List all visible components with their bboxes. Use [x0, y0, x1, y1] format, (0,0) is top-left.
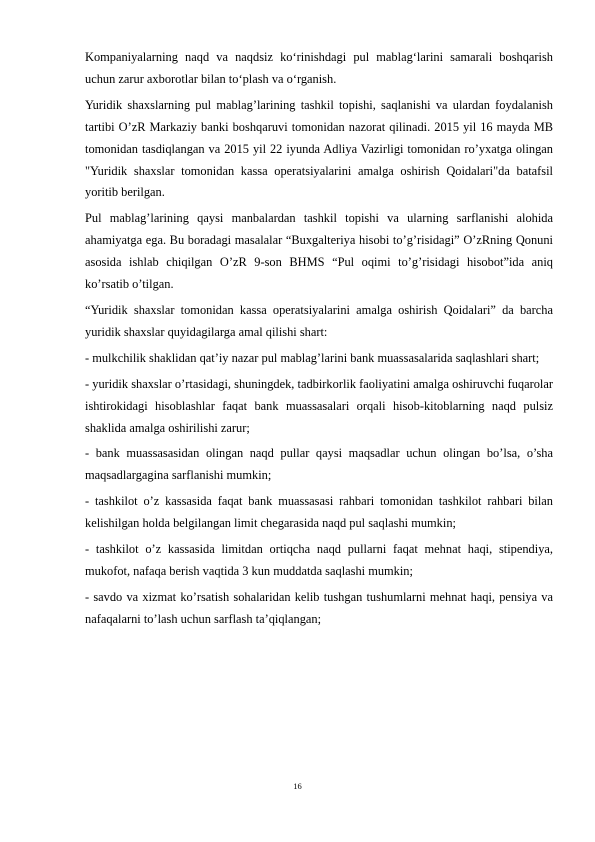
list-item-4: - tashkilot o’z kassasida faqat bank muassasasi rahbari tomonidan tashkilot rahbari bilan kelishilgan holda belgilangan limit chegarasida naqd pul saqlashi mumkin; [85, 494, 553, 531]
body-text [85, 47, 553, 635]
paragraph-2: Yuridik shaxslarning pul mablag’larining tashkil topishi, saqlanishi va ulardan foydalanish tartibi O’zR Markaziy banki boshqaruvi tomonidan nazorat qilinadi. 2015 yil 16 mayda MB tomonidan tasdiqlangan va 2015 yil 22 iyunda Adliya Vazirligi tomonidan ro’yxatga olingan "Yuridik shaxslar tomonidan kassa operatsiyalarini amalga oshirish Qoidalari"da batafsil yoritib berilgan. [85, 97, 553, 200]
paragraph-4: “Yuridik shaxslar tomonidan kassa operatsiyalarini amalga oshirish Qoidalari” da barcha yuridik shaxslar quyidagilarga amal qilishi shart: [85, 302, 553, 339]
page-number: 16 [293, 781, 302, 791]
list-item-1: - mulkchilik shaklidan qat’iy nazar pul mablag’larini bank muassasalarida saqlashlari shart; [85, 350, 540, 365]
paragraph-1: Kompaniyalarning naqd va naqdsiz ko‘rinishdagi pul mablag‘larini samarali boshqarish uchun zarur axborotlar bilan to‘plash va o‘rganish. [85, 50, 553, 86]
list-item-2: - yuridik shaxslar o’rtasidagi, shuningdek, tadbirkorlik faoliyatini amalga oshiruvchi fuqarolar ishtirokidagi hisoblashlar faqat bank muassasalari orqali hisob-kitoblarning naqd pulsiz shaklida amalga oshirilishi zarur; [85, 376, 553, 435]
list-item-6: - savdo va xizmat ko’rsatish sohalaridan kelib tushgan tushumlarni mehnat haqi, pensiya va nafaqalarni to’lash uchun sarflash ta’qiqlangan; [85, 589, 553, 626]
list-item-5: - tashkilot o’z kassasida limitdan ortiqcha naqd pullarni faqat mehnat haqi, stipendiya, mukofot, nafaqa berish vaqtida 3 kun muddatda saqlashi mumkin; [85, 542, 553, 578]
list-item-3: - bank muassasasidan olingan naqd pullar qaysi maqsadlar uchun olingan bo’lsa, o’sha maqsadlargagina sarflanishi mumkin; [85, 446, 553, 483]
paragraph-3: Pul mablag’larining qaysi manbalardan tashkil topishi va ularning sarflanishi alohida ahamiyatga ega. Bu boradagi masalalar “Buxgalteriya hisobi to’g’risidagi” O’zRning Qonuni asosida ishlab chiqilgan O’zR 9-son BHMS “Pul oqimi to’g’risidagi hisobot”ida aniq ko’rsatib o’tilgan. [85, 211, 553, 292]
